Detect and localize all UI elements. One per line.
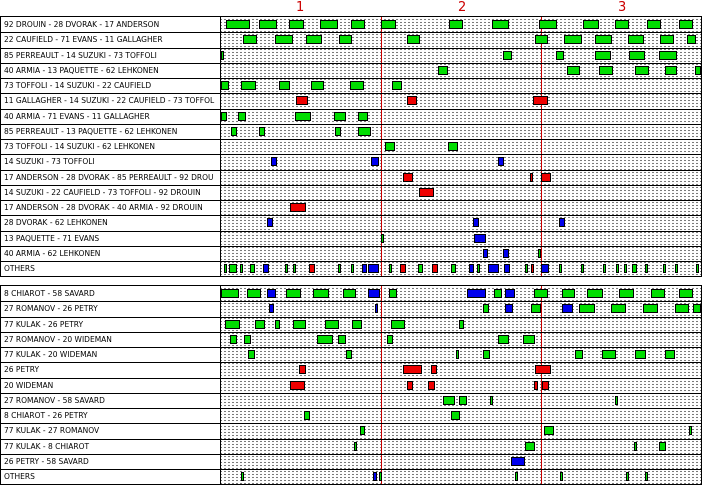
period-1-label: 1 <box>296 0 305 15</box>
even-strength-shift-marker[interactable] <box>645 472 648 481</box>
line-combination-label: 85 PERREAULT - 14 SUZUKI - 73 TOFFOLI <box>4 51 157 60</box>
penalty-kill-shift-marker[interactable] <box>542 381 549 390</box>
even-strength-shift-marker[interactable] <box>240 264 243 273</box>
line-combination-label: 14 SUZUKI - 22 CAUFIELD - 73 TOFFOLI - 92 DROUIN <box>4 188 201 197</box>
even-strength-shift-marker[interactable] <box>675 304 689 313</box>
line-combination-label: 27 ROMANOV - 20 WIDEMAN <box>4 335 112 344</box>
even-strength-shift-marker[interactable] <box>224 264 227 273</box>
even-strength-shift-marker[interactable] <box>391 320 405 329</box>
even-strength-shift-marker[interactable] <box>534 289 548 298</box>
penalty-kill-shift-marker[interactable] <box>407 381 413 390</box>
even-strength-shift-marker[interactable] <box>443 396 455 405</box>
even-strength-shift-marker[interactable] <box>696 264 699 273</box>
even-strength-shift-marker[interactable] <box>250 264 255 273</box>
line-combination-label: 26 PETRY - 58 SAVARD <box>4 457 89 466</box>
even-strength-shift-marker[interactable] <box>334 112 346 121</box>
even-strength-shift-marker[interactable] <box>492 20 509 29</box>
even-strength-shift-marker[interactable] <box>477 264 480 273</box>
even-strength-shift-marker[interactable] <box>295 112 311 121</box>
power-play-shift-marker[interactable] <box>488 264 499 273</box>
even-strength-shift-marker[interactable] <box>595 51 611 60</box>
penalty-kill-shift-marker[interactable] <box>290 381 305 390</box>
line-combination-label: 77 KULAK - 26 PETRY <box>4 320 84 329</box>
line-combination-label: 17 ANDERSON - 28 DVORAK - 40 ARMIA - 92 DROUIN <box>4 203 203 212</box>
power-play-shift-marker[interactable] <box>511 457 525 466</box>
penalty-kill-shift-marker[interactable] <box>403 173 413 182</box>
power-play-shift-marker[interactable] <box>505 304 513 313</box>
even-strength-shift-marker[interactable] <box>358 127 371 136</box>
line-combination-label: 40 ARMIA - 13 PAQUETTE - 62 LEHKONEN <box>4 66 159 75</box>
even-strength-shift-marker[interactable] <box>632 264 637 273</box>
line-combination-label: 27 ROMANOV - 26 PETRY <box>4 304 98 313</box>
penalty-kill-shift-marker[interactable] <box>400 264 406 273</box>
even-strength-shift-marker[interactable] <box>238 112 246 121</box>
even-strength-shift-marker[interactable] <box>221 289 239 298</box>
even-strength-shift-marker[interactable] <box>289 20 304 29</box>
penalty-kill-shift-marker[interactable] <box>530 173 533 182</box>
even-strength-shift-marker[interactable] <box>602 350 616 359</box>
even-strength-shift-marker[interactable] <box>659 442 666 451</box>
even-strength-shift-marker[interactable] <box>221 112 227 121</box>
even-strength-shift-marker[interactable] <box>229 264 237 273</box>
even-strength-shift-marker[interactable] <box>689 426 692 435</box>
even-strength-shift-marker[interactable] <box>659 51 677 60</box>
top-lines-table <box>0 16 702 277</box>
even-strength-shift-marker[interactable] <box>539 20 557 29</box>
even-strength-shift-marker[interactable] <box>483 350 490 359</box>
even-strength-shift-marker[interactable] <box>626 472 629 481</box>
even-strength-shift-marker[interactable] <box>665 66 677 75</box>
line-combination-label: 73 TOFFOLI - 14 SUZUKI - 62 LEHKONEN <box>4 142 155 151</box>
even-strength-shift-marker[interactable] <box>581 264 584 273</box>
penalty-kill-shift-marker[interactable] <box>533 96 548 105</box>
even-strength-shift-marker[interactable] <box>306 35 322 44</box>
line-combination-label: OTHERS <box>4 472 35 481</box>
even-strength-shift-marker[interactable] <box>603 264 606 273</box>
even-strength-shift-marker[interactable] <box>221 51 224 60</box>
even-strength-shift-marker[interactable] <box>567 66 580 75</box>
bottom-pairs-table <box>0 285 702 485</box>
even-strength-shift-marker[interactable] <box>643 304 658 313</box>
line-combination-label: 28 DVORAK - 62 LEHKONEN <box>4 218 108 227</box>
even-strength-shift-marker[interactable] <box>560 472 563 481</box>
penalty-kill-shift-marker[interactable] <box>534 381 538 390</box>
line-combination-label: 77 KULAK - 27 ROMANOV <box>4 426 100 435</box>
even-strength-shift-marker[interactable] <box>350 81 364 90</box>
power-play-shift-marker[interactable] <box>469 264 474 273</box>
penalty-kill-shift-marker[interactable] <box>296 96 308 105</box>
even-strength-shift-marker[interactable] <box>343 289 356 298</box>
even-strength-shift-marker[interactable] <box>483 304 489 313</box>
power-play-shift-marker[interactable] <box>541 264 549 273</box>
even-strength-shift-marker[interactable] <box>695 66 701 75</box>
even-strength-shift-marker[interactable] <box>634 442 637 451</box>
line-combination-label: 73 TOFFOLI - 14 SUZUKI - 22 CAUFIELD <box>4 81 152 90</box>
even-strength-shift-marker[interactable] <box>392 81 402 90</box>
power-play-shift-marker[interactable] <box>267 289 276 298</box>
even-strength-shift-marker[interactable] <box>687 35 696 44</box>
even-strength-shift-marker[interactable] <box>562 289 575 298</box>
even-strength-shift-marker[interactable] <box>248 350 255 359</box>
even-strength-shift-marker[interactable] <box>293 264 296 273</box>
power-play-shift-marker[interactable] <box>474 234 486 243</box>
even-strength-shift-marker[interactable] <box>418 264 423 273</box>
period-2-label: 2 <box>458 0 467 15</box>
penalty-kill-shift-marker[interactable] <box>431 365 437 374</box>
power-play-shift-marker[interactable] <box>375 304 378 313</box>
power-play-shift-marker[interactable] <box>467 289 486 298</box>
even-strength-shift-marker[interactable] <box>247 289 261 298</box>
even-strength-shift-marker[interactable] <box>503 51 512 60</box>
power-play-shift-marker[interactable] <box>271 157 277 166</box>
even-strength-shift-marker[interactable] <box>275 320 280 329</box>
even-strength-shift-marker[interactable] <box>285 264 288 273</box>
even-strength-shift-marker[interactable] <box>587 289 603 298</box>
even-strength-shift-marker[interactable] <box>624 264 627 273</box>
penalty-kill-shift-marker[interactable] <box>541 173 551 182</box>
power-play-shift-marker[interactable] <box>473 218 479 227</box>
power-play-shift-marker[interactable] <box>269 304 274 313</box>
power-play-shift-marker[interactable] <box>371 157 379 166</box>
even-strength-shift-marker[interactable] <box>338 335 346 344</box>
even-strength-shift-marker[interactable] <box>259 20 277 29</box>
even-strength-shift-marker[interactable] <box>575 350 583 359</box>
power-play-shift-marker[interactable] <box>373 472 377 481</box>
even-strength-shift-marker[interactable] <box>338 264 341 273</box>
even-strength-shift-marker[interactable] <box>360 426 365 435</box>
even-strength-shift-marker[interactable] <box>456 350 459 359</box>
power-play-shift-marker[interactable] <box>562 304 573 313</box>
even-strength-shift-marker[interactable] <box>317 335 333 344</box>
line-combination-label: 40 ARMIA - 71 EVANS - 11 GALLAGHER <box>4 112 150 121</box>
even-strength-shift-marker[interactable] <box>381 20 396 29</box>
even-strength-shift-marker[interactable] <box>615 396 618 405</box>
even-strength-shift-marker[interactable] <box>645 264 648 273</box>
even-strength-shift-marker[interactable] <box>544 426 554 435</box>
line-combination-label: 40 ARMIA - 62 LEHKONEN <box>4 249 101 258</box>
power-play-shift-marker[interactable] <box>267 218 273 227</box>
even-strength-shift-marker[interactable] <box>325 320 339 329</box>
even-strength-shift-marker[interactable] <box>387 335 393 344</box>
even-strength-shift-marker[interactable] <box>275 35 293 44</box>
line-combination-label: 14 SUZUKI - 73 TOFFOLI <box>4 157 95 166</box>
even-strength-shift-marker[interactable] <box>490 396 493 405</box>
even-strength-shift-marker[interactable] <box>241 81 256 90</box>
even-strength-shift-marker[interactable] <box>286 289 301 298</box>
power-play-shift-marker[interactable] <box>498 157 504 166</box>
even-strength-shift-marker[interactable] <box>230 335 237 344</box>
even-strength-shift-marker[interactable] <box>389 264 392 273</box>
penalty-kill-shift-marker[interactable] <box>428 381 435 390</box>
even-strength-shift-marker[interactable] <box>525 264 528 273</box>
even-strength-shift-marker[interactable] <box>635 66 649 75</box>
power-play-shift-marker[interactable] <box>362 264 367 273</box>
even-strength-shift-marker[interactable] <box>451 411 460 420</box>
line-combination-label: 77 KULAK - 8 CHIAROT <box>4 442 90 451</box>
line-combination-label: 77 KULAK - 20 WIDEMAN <box>4 350 98 359</box>
even-strength-shift-marker[interactable] <box>339 35 352 44</box>
even-strength-shift-marker[interactable] <box>351 20 365 29</box>
even-strength-shift-marker[interactable] <box>448 142 458 151</box>
even-strength-shift-marker[interactable] <box>615 20 629 29</box>
penalty-kill-shift-marker[interactable] <box>290 203 306 212</box>
line-combination-label: 8 CHIAROT - 26 PETRY <box>4 411 88 420</box>
even-strength-shift-marker[interactable] <box>629 51 645 60</box>
even-strength-shift-marker[interactable] <box>564 35 582 44</box>
penalty-kill-shift-marker[interactable] <box>403 365 422 374</box>
even-strength-shift-marker[interactable] <box>619 289 634 298</box>
even-strength-shift-marker[interactable] <box>389 289 397 298</box>
power-play-shift-marker[interactable] <box>503 249 509 258</box>
even-strength-shift-marker[interactable] <box>335 127 341 136</box>
even-strength-shift-marker[interactable] <box>352 320 362 329</box>
even-strength-shift-marker[interactable] <box>241 472 244 481</box>
penalty-kill-shift-marker[interactable] <box>309 264 315 273</box>
line-combination-label: OTHERS <box>4 264 35 273</box>
even-strength-shift-marker[interactable] <box>525 442 535 451</box>
even-strength-shift-marker[interactable] <box>515 472 518 481</box>
even-strength-shift-marker[interactable] <box>538 249 541 258</box>
even-strength-shift-marker[interactable] <box>259 127 265 136</box>
even-strength-shift-marker[interactable] <box>226 20 250 29</box>
even-strength-shift-marker[interactable] <box>255 320 265 329</box>
even-strength-shift-marker[interactable] <box>225 320 240 329</box>
penalty-kill-shift-marker[interactable] <box>432 264 438 273</box>
even-strength-shift-marker[interactable] <box>675 264 678 273</box>
line-combination-label: 85 PERREAULT - 13 PAQUETTE - 62 LEHKONEN <box>4 127 178 136</box>
even-strength-shift-marker[interactable] <box>438 66 448 75</box>
power-play-shift-marker[interactable] <box>368 289 380 298</box>
even-strength-shift-marker[interactable] <box>354 442 357 451</box>
even-strength-shift-marker[interactable] <box>599 66 613 75</box>
power-play-shift-marker[interactable] <box>483 249 488 258</box>
even-strength-shift-marker[interactable] <box>451 264 456 273</box>
period-divider-line <box>541 17 542 276</box>
even-strength-shift-marker[interactable] <box>449 20 463 29</box>
even-strength-shift-marker[interactable] <box>693 304 701 313</box>
line-combination-label: 17 ANDERSON - 28 DVORAK - 85 PERREAULT - 92 DROU <box>4 173 214 182</box>
even-strength-shift-marker[interactable] <box>407 35 420 44</box>
even-strength-shift-marker[interactable] <box>535 35 548 44</box>
even-strength-shift-marker[interactable] <box>647 20 661 29</box>
even-strength-shift-marker[interactable] <box>498 335 509 344</box>
even-strength-shift-marker[interactable] <box>231 127 237 136</box>
power-play-shift-marker[interactable] <box>559 218 565 227</box>
even-strength-shift-marker[interactable] <box>583 20 599 29</box>
even-strength-shift-marker[interactable] <box>635 350 646 359</box>
power-play-shift-marker[interactable] <box>504 264 510 273</box>
power-play-shift-marker[interactable] <box>368 264 379 273</box>
even-strength-shift-marker[interactable] <box>663 264 666 273</box>
even-strength-shift-marker[interactable] <box>660 35 674 44</box>
even-strength-shift-marker[interactable] <box>651 289 665 298</box>
penalty-kill-shift-marker[interactable] <box>531 264 534 273</box>
penalty-kill-shift-marker[interactable] <box>535 365 551 374</box>
line-combination-label: 20 WIDEMAN <box>4 381 54 390</box>
line-combination-label: 22 CAUFIELD - 71 EVANS - 11 GALLAGHER <box>4 35 163 44</box>
even-strength-shift-marker[interactable] <box>616 264 619 273</box>
penalty-kill-shift-marker[interactable] <box>419 188 434 197</box>
line-combination-label: 26 PETRY <box>4 365 40 374</box>
even-strength-shift-marker[interactable] <box>379 472 382 481</box>
penalty-kill-shift-marker[interactable] <box>299 365 306 374</box>
even-strength-shift-marker[interactable] <box>358 112 368 121</box>
even-strength-shift-marker[interactable] <box>459 396 467 405</box>
even-strength-shift-marker[interactable] <box>243 35 257 44</box>
even-strength-shift-marker[interactable] <box>293 320 306 329</box>
even-strength-shift-marker[interactable] <box>665 350 675 359</box>
even-strength-shift-marker[interactable] <box>494 289 502 298</box>
even-strength-shift-marker[interactable] <box>381 234 384 243</box>
penalty-kill-shift-marker[interactable] <box>407 96 417 105</box>
even-strength-shift-marker[interactable] <box>221 81 229 90</box>
even-strength-shift-marker[interactable] <box>595 35 612 44</box>
even-strength-shift-marker[interactable] <box>459 320 464 329</box>
even-strength-shift-marker[interactable] <box>559 264 562 273</box>
even-strength-shift-marker[interactable] <box>304 411 310 420</box>
even-strength-shift-marker[interactable] <box>279 81 290 90</box>
power-play-shift-marker[interactable] <box>263 264 269 273</box>
even-strength-shift-marker[interactable] <box>244 335 251 344</box>
even-strength-shift-marker[interactable] <box>628 35 644 44</box>
even-strength-shift-marker[interactable] <box>579 304 595 313</box>
line-combination-label: 92 DROUIN - 28 DVORAK - 17 ANDERSON <box>4 20 160 29</box>
even-strength-shift-marker[interactable] <box>531 304 541 313</box>
even-strength-shift-marker[interactable] <box>679 20 693 29</box>
even-strength-shift-marker[interactable] <box>611 304 626 313</box>
even-strength-shift-marker[interactable] <box>313 289 329 298</box>
even-strength-shift-marker[interactable] <box>346 350 352 359</box>
line-combination-label: 13 PAQUETTE - 71 EVANS <box>4 234 100 243</box>
even-strength-shift-marker[interactable] <box>523 335 535 344</box>
power-play-shift-marker[interactable] <box>505 289 515 298</box>
even-strength-shift-marker[interactable] <box>351 264 354 273</box>
period-header <box>0 0 702 16</box>
even-strength-shift-marker[interactable] <box>679 289 693 298</box>
period-3-label: 3 <box>618 0 627 15</box>
even-strength-shift-marker[interactable] <box>385 142 395 151</box>
even-strength-shift-marker[interactable] <box>311 81 324 90</box>
line-combination-label: 8 CHIAROT - 58 SAVARD <box>4 289 95 298</box>
line-combination-label: 27 ROMANOV - 58 SAVARD <box>4 396 105 405</box>
even-strength-shift-marker[interactable] <box>320 20 338 29</box>
line-combination-label: 11 GALLAGHER - 14 SUZUKI - 22 CAUFIELD - 73 TOFFOL <box>4 96 215 105</box>
even-strength-shift-marker[interactable] <box>556 51 564 60</box>
